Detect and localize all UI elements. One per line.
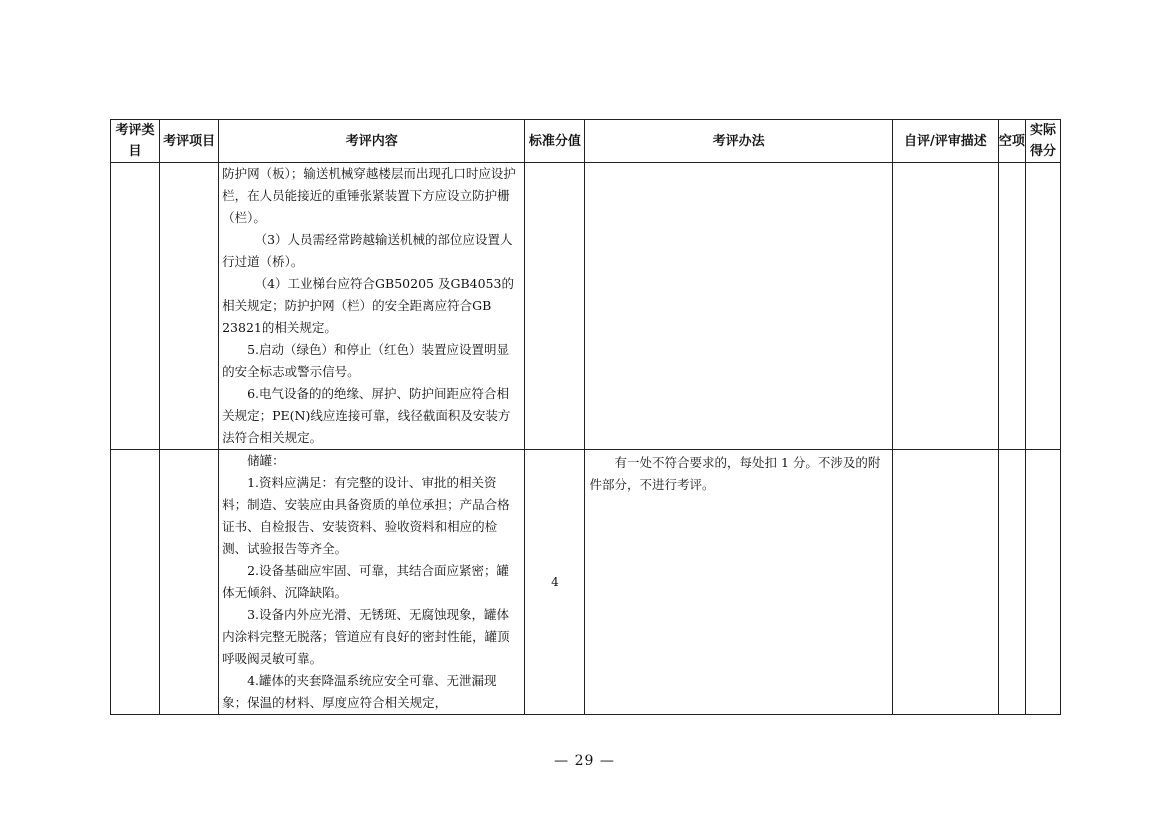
content-line: （3）人员需经常跨越输送机械的部位应设置人行过道（桥）。: [222, 232, 513, 269]
self-eval-cell: [892, 450, 998, 715]
empty-cell: [998, 450, 1025, 715]
header-item: 考评项目: [160, 120, 219, 163]
header-category: 考评类目: [111, 120, 160, 163]
header-actual-score: 实际得分: [1025, 120, 1060, 163]
header-standard-score: 标准分值: [525, 120, 585, 163]
item-cell: [160, 450, 219, 715]
method-cell: [585, 163, 892, 450]
header-method: 考评办法: [585, 120, 892, 163]
empty-cell: [998, 163, 1025, 450]
content-line: 2.设备基础应牢固、可靠，其结合面应紧密；罐体无倾斜、沉降缺陷。: [222, 563, 510, 600]
header-self-eval: 自评/评审描述: [892, 120, 998, 163]
content-cell: [219, 450, 525, 715]
header-content: 考评内容: [219, 120, 525, 163]
category-cell: [111, 163, 160, 450]
content-line: 1.资料应满足：有完整的设计、审批的相关资料；制造、安装应由具备资质的单位承担；产品合格证书、自检报告、安装资料、验收资料和相应的检测、试验报告等齐全。: [222, 475, 510, 556]
content-line: 5.启动（绿色）和停止（红色）装置应设置明显的安全标志或警示信号。: [222, 342, 510, 379]
method-text: 有一处不符合要求的，每处扣 1 分。不涉及的附件部分，不进行考评。: [589, 455, 881, 492]
score-cell: 4: [525, 450, 585, 715]
category-cell: [111, 450, 160, 715]
evaluation-table: [110, 119, 1061, 715]
content-line: 储罐：: [247, 453, 285, 468]
content-line: 防护网（板）；输送机械穿越楼层而出现孔口时应设护栏，在人员能接近的重锤张紧装置下方应设立防护栅（栏）。: [222, 166, 516, 225]
content-line: 4.罐体的夹套降温系统应安全可靠、无泄漏现象；保温的材料、厚度应符合相关规定，: [222, 673, 497, 710]
content-cell: [219, 163, 525, 450]
header-empty: 空项: [998, 120, 1025, 163]
score-cell: [525, 163, 585, 450]
self-eval-cell: [892, 163, 998, 450]
item-cell: [160, 163, 219, 450]
actual-score-cell: [1025, 163, 1060, 450]
content-line: 6.电气设备的的绝缘、屏护、防护间距应符合相关规定；PE(N)线应连接可靠，线径截面积及安装方法符合相关规定。: [222, 386, 511, 445]
page-number: — 29 —: [554, 753, 615, 769]
content-line: （4）工业梯台应符合GB50205 及GB4053的相关规定；防护护网（栏）的安全距离应符合GB 23821的相关规定。: [222, 276, 514, 335]
content-line: 3.设备内外应光滑、无锈斑、无腐蚀现象，罐体内涂料完整无脱落；管道应有良好的密封性能，罐顶呼吸阀灵敏可靠。: [222, 607, 510, 666]
table-row: [111, 450, 1061, 715]
method-cell: [585, 450, 892, 715]
table-row: [111, 163, 1061, 450]
actual-score-cell: [1025, 450, 1060, 715]
header-row: [111, 120, 1061, 163]
